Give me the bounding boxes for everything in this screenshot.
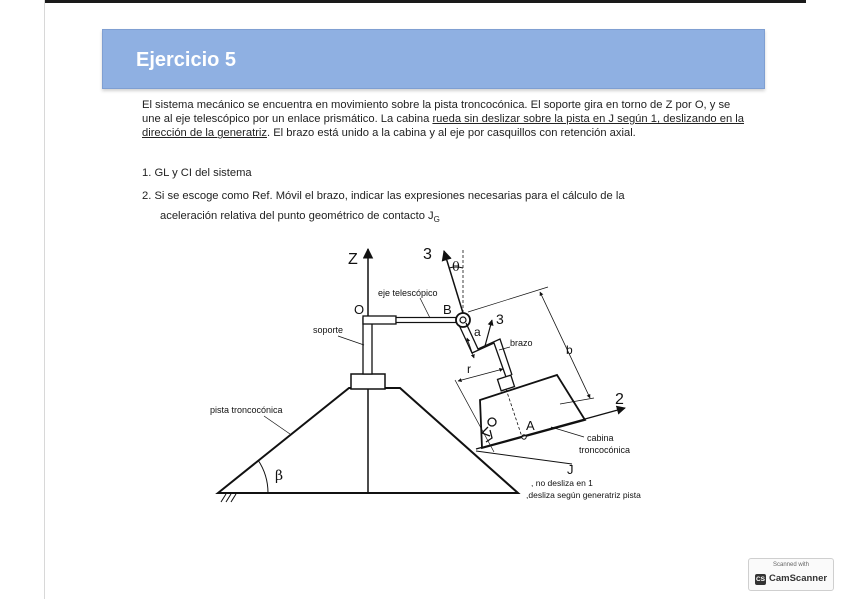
axis-2-label: 2 (615, 391, 624, 408)
item-subscript: G (433, 215, 440, 225)
leader-brazo (499, 347, 510, 350)
point-a-label: A (526, 418, 535, 433)
note-desliza: ,desliza según generatriz pista (526, 490, 641, 500)
cabin-shape (480, 375, 585, 448)
badge-caption: Scanned with (772, 562, 810, 568)
dim-b-line (540, 292, 590, 398)
leader-pista (264, 416, 290, 434)
page-title: Ejercicio 5 (136, 49, 237, 71)
point-b-label: B (443, 302, 452, 317)
intro-underlined: rueda sin deslizar sobre la pista en J según 1, deslizando en la dirección de la generatriz (142, 113, 745, 140)
intro-part1: El sistema mecánico se encuentra en movimiento sobre la pista troncocónica. El soporte gira en torno de Z por O, y se une al eje telescópico por un enlace prismático. La cabina (142, 99, 731, 126)
camscanner-logo-icon: CS (755, 576, 766, 583)
item-number: 1. (142, 167, 152, 179)
dim-r-label: r (467, 362, 471, 376)
support-arm (363, 316, 396, 324)
intro-part2: . El brazo está unido a la cabina y al eje por casquillos con retención axial. (267, 127, 636, 140)
beta-label: β (275, 468, 284, 484)
camscanner-badge (748, 558, 834, 591)
item-number: 2. (142, 190, 152, 202)
leader-eje-telescopico (420, 298, 430, 318)
label-pista: pista troncocónica (210, 405, 283, 415)
item-text-cont: aceleración relativa del punto geométrico de contacto J (160, 210, 434, 223)
note-no-desliza: , no desliza en 1 (531, 478, 593, 488)
label-brazo: brazo (510, 338, 533, 348)
dim-b-ext2 (560, 398, 594, 404)
dim-b-label: b (566, 343, 573, 357)
item-text: Si se escoge como Ref. Móvil el brazo, indicar las expresiones necesarias para el cálculo de la (154, 190, 625, 202)
arm-block (497, 375, 514, 391)
label-soporte: soporte (313, 325, 344, 335)
dim-a-line (467, 338, 474, 358)
leader-soporte (338, 336, 364, 345)
telescopic-shaft (396, 318, 456, 323)
cabin-figure (482, 418, 496, 442)
support-base (351, 374, 385, 389)
point-j-label: J (567, 462, 574, 477)
point-o-label: O (354, 302, 365, 317)
dim-r-line (458, 369, 503, 381)
ground-hatch (221, 494, 236, 502)
support-column (363, 318, 372, 374)
beta-arc (258, 460, 268, 493)
label-cabina: cabina (587, 433, 614, 443)
theta-label: θ (452, 260, 460, 275)
joint-b-inner (460, 317, 466, 323)
axis-3-arm-label: 3 (496, 311, 504, 327)
arm-axis-dashed (506, 389, 522, 437)
dim-b-ext1 (468, 287, 548, 312)
contact-line (476, 451, 572, 464)
dim-a-label: a (474, 325, 481, 339)
z-axis-label: Z (348, 251, 358, 268)
axis-3-top-label: 3 (423, 246, 432, 263)
badge-name: CamScanner (769, 573, 828, 584)
label-eje-telescopico: eje telescópico (378, 288, 438, 298)
item-text: GL y CI del sistema (154, 167, 252, 179)
leader-cabina (551, 427, 584, 437)
axis-3-arm (485, 320, 492, 346)
label-troncoconica: troncocónica (579, 445, 631, 455)
